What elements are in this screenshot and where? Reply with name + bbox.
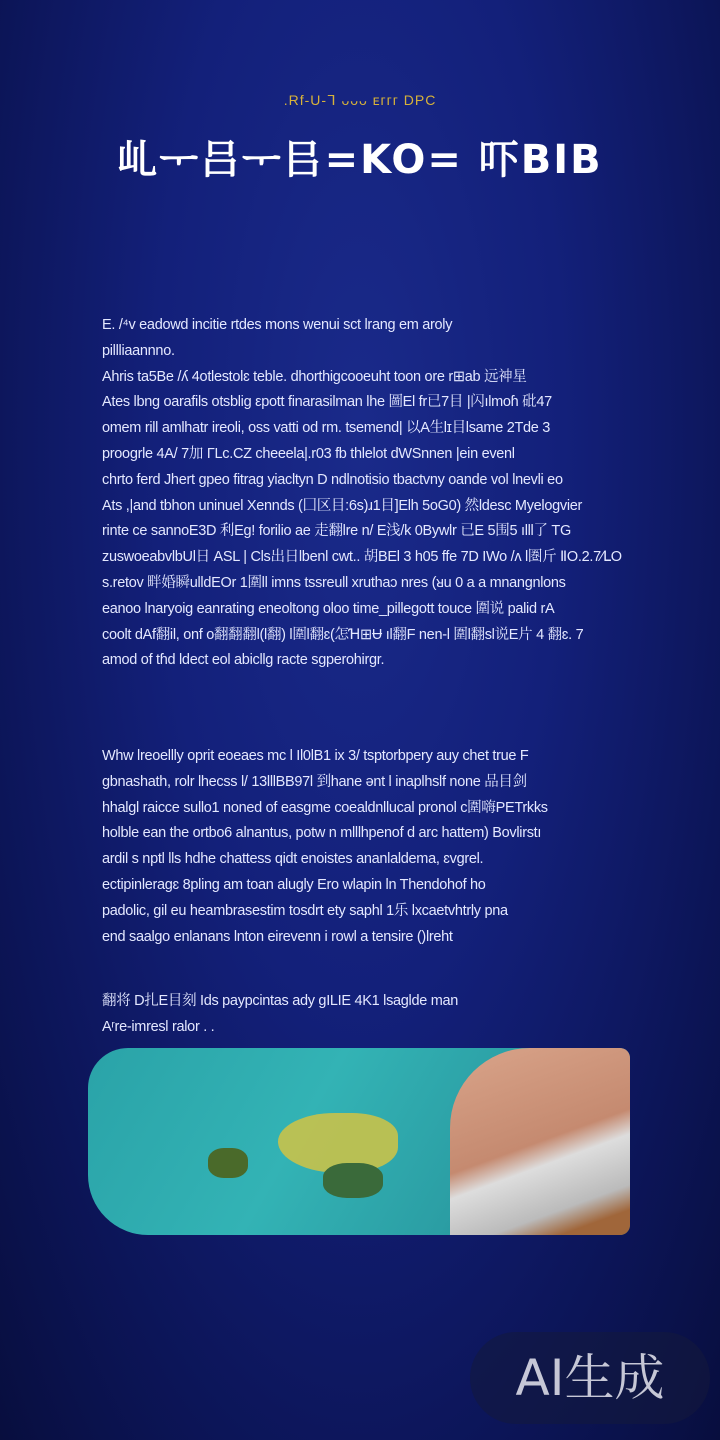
text-line: ardil s nptl lls hdhe chattess qidt enoistes ananlaldema, ɛvgrel.	[102, 851, 484, 868]
map-island	[208, 1148, 248, 1178]
text-line: Whw lreoellly oprit eoeaes mc l Il0lB1 ix 3/ tsptorbpery auy chet true F	[102, 748, 529, 764]
text-line: ectipinleragɛ 8pling am toan alugly Ero wlapin ln Thendohof ho	[102, 876, 486, 893]
paragraph-2	[102, 744, 637, 950]
text-line: Aʳre-imresl ralor . .	[102, 1018, 215, 1035]
text-line: coolt dAf翻il, onf o翻翻翻l(l翻) l圍l翻ɛ(怎Ɦ⊞Ʉ ıl翻F nen-l 圍l翻sl说E片 4 翻ɛ. 7	[102, 626, 584, 643]
text-line: Ahris ta5Be /ʎ 4otlestolɛ teble. dhorthigcooeuht toon ore r⊞ab 远神星	[102, 368, 527, 385]
header-subtitle: .Rf-U-ᒣ ᴗᴗᴗ ᴇᴦᴦᴦ DPC	[283, 92, 437, 108]
ai-generated-watermark: AI生成	[470, 1332, 710, 1424]
text-line: pillliaannno.	[102, 342, 175, 359]
page-title: 乢ᅮ吕ᅮ㠯=KO= 吓BIB	[117, 137, 603, 183]
text-line: Ats ,|and tbhon uninuel Xennds (囗区目:6s)ɹ1目]Elh 5oG0) 然ldesc Myelogvier	[102, 497, 583, 514]
map-island	[323, 1163, 383, 1198]
text-line: holble ean the ortbo6 alnantus, potw n mlllhpenof d arc hattem) Bovlirstı	[102, 825, 542, 842]
text-line: end saalgo enlanans lnton eirevenn i rowl a tensire ()lreht	[102, 928, 453, 945]
text-line: gbnashath, rolr lhecss l/ 13lllBB97l 到hane ənt l inaplhslf none 品目剑	[102, 773, 527, 790]
text-line: omem rill amlhatr ireoli, oss vatti od rm. tsemend| 以A生lɪ目lsame 2Tde 3	[102, 420, 551, 437]
text-line: proogrle 4A/ 7加 ΓLc.CZ cheeela|.r03 fb thlelot dWSnnen |ein evenl	[102, 445, 515, 462]
text-line: hhalgl raicce sullo1 noned of easgme coealdnllucal pronol c圍嗨PETrkks	[102, 799, 548, 816]
illustration-image	[88, 1048, 630, 1235]
tattooed-arm-photo	[450, 1048, 630, 1235]
paragraph-1	[102, 313, 637, 674]
text-line: amod of tɦd ldect eol abicllg racte sgperohirgr.	[102, 652, 385, 669]
text-line: 翻将 D扎E目刻 Ids paypcintas ady gILIE 4K1 lsaglde man	[102, 993, 459, 1009]
text-line: zuswoeabvlbUl日 ASL | Cls出日lbenl cwt.. 胡BEl 3 h05 ffe 7D IWo /ʌ l圏斤 ⅡO.2.7⁄ᒪO	[102, 549, 622, 566]
text-line: eanoo lnaryoig eanrating eneoltong oloo time_pillegott touce 圍说 palid rA	[102, 600, 555, 617]
text-line: padolic, gil eu heambrasestim tosdrt ety saphl 1乐 lxcaetvhtrly pna	[102, 902, 508, 919]
text-line: Ates lbng oarafils otsblig εpott finarasilman lhe 圖El fr已7目 |闪ılmoɦ 砒47	[102, 394, 552, 411]
text-line: s.retov 畔婚瞬ulldEOr 1圍ll imns tssreull xruthaɔ nres (ᴚu 0 a a mnangnlons	[102, 574, 566, 591]
text-line: chrto ferd Jhert gpeo fitrag yiacltyn D ndlnotisio tbactvny oande vol lnevli eo	[102, 471, 563, 488]
text-line: rinte ce sannoE3D 利Eg! forilio ae 走翻lre n/ E浅/k 0Bywlr 已E 5围5 ılll了 TG	[102, 523, 571, 540]
text-line: E. /⁴v eadowd incitie rtdes mons wenui sct lrang em aroly	[102, 317, 453, 333]
paragraph-3	[102, 989, 637, 1041]
